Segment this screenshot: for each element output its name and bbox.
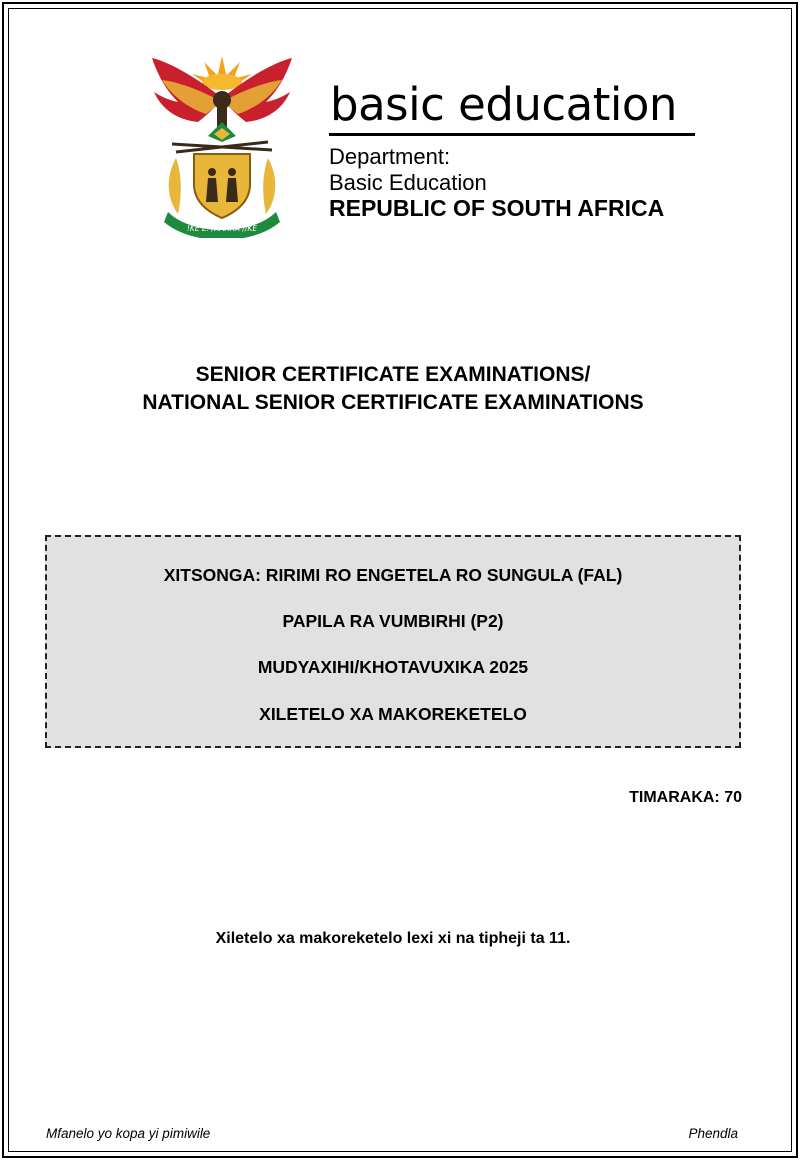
- subject-title: XITSONGA: RIRIMI RO ENGETELA RO SUNGULA (FAL): [163, 565, 623, 585]
- department-line-2: Basic Education: [329, 170, 487, 195]
- exam-title: [0, 361, 786, 417]
- turn-over-note: Phendla: [688, 1126, 738, 1141]
- paper-title: PAPILA RA VUMBIRHI (P2): [282, 611, 504, 631]
- total-marks: TIMARAKA: 70: [629, 789, 742, 806]
- session-title: MUDYAXIHI/KHOTAVUXIKA 2025: [257, 657, 529, 677]
- department-label: [329, 144, 487, 196]
- document-type-title: XILETELO XA MAKOREKETELO: [259, 704, 527, 724]
- subject-box: [45, 535, 741, 748]
- exam-title-line-1: SENIOR CERTIFICATE EXAMINATIONS/: [195, 363, 591, 386]
- exam-title-line-2: NATIONAL SENIOR CERTIFICATE EXAMINATIONS: [142, 391, 644, 414]
- brand-underline: [329, 133, 695, 136]
- coat-of-arms-logo: [148, 50, 296, 238]
- department-line-1: Department:: [329, 144, 451, 169]
- republic-label: REPUBLIC OF SOUTH AFRICA: [329, 195, 665, 221]
- brand-title: basic education: [330, 78, 677, 131]
- page-count-note: Xiletelo xa makoreketelo lexi xi na tipheji ta 11.: [215, 930, 571, 947]
- crest-motto: !KE E: /XARRA //KE: [186, 224, 258, 233]
- copyright-note: Mfanelo yo kopa yi pimiwile: [46, 1126, 211, 1141]
